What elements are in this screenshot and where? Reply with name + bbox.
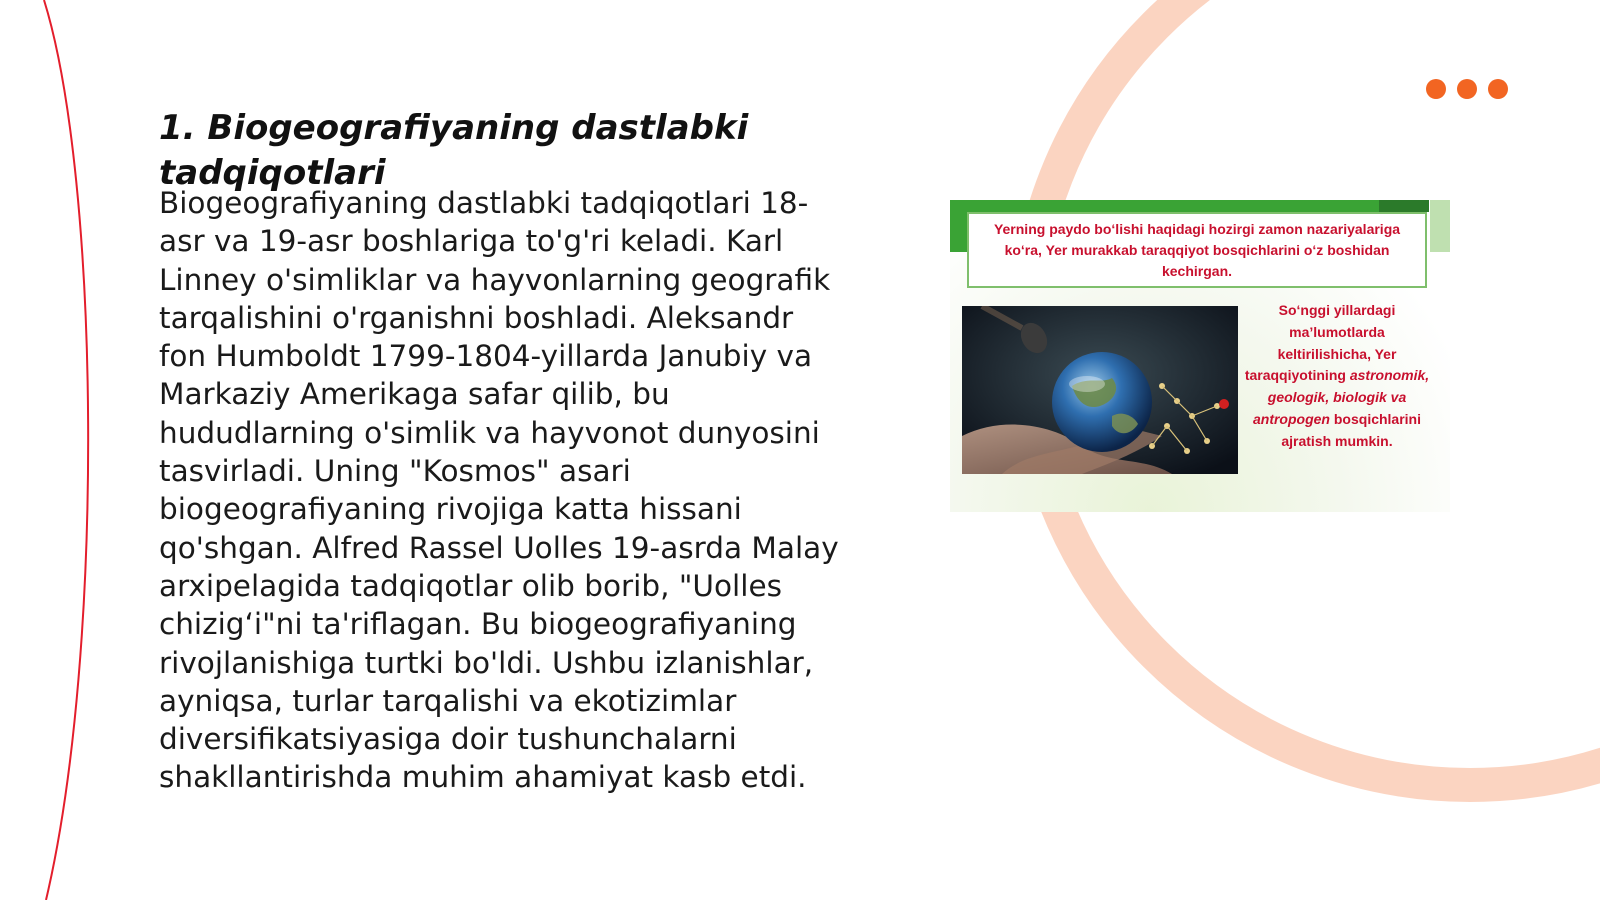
slide-image-header-box xyxy=(967,212,1427,288)
side-text-tail: bosqichlarini ajratish mumkin. xyxy=(1281,410,1421,449)
slide-title: 1. Biogeografiyaning dastlabki tadqiqotlari xyxy=(159,108,749,193)
side-text-lead: So‘nggi yillardagi ma’lumotlarda keltirilishicha, Yer taraqqiyotining xyxy=(1244,302,1397,384)
dot xyxy=(1457,79,1477,99)
earth-in-hand-icon xyxy=(962,306,1238,474)
slide-image-header-text: Yerning paydo bo‘lishi haqidagi hozirgi zamon nazariyalariga ko‘ra, Yer murakkab taraqqiyot bosqichlarini o‘z boshidan kechirgan. xyxy=(993,220,1401,279)
side-text-italic: astronomik, geologik, biologik va antropogen xyxy=(1252,367,1430,427)
green-top-bar-dark xyxy=(1379,200,1429,212)
green-left-tab xyxy=(950,200,968,252)
slide-image-side-text xyxy=(1242,300,1432,453)
embedded-slide-image xyxy=(950,200,1450,512)
slide-menu-dots xyxy=(1426,79,1508,99)
dot xyxy=(1426,79,1446,99)
earth-photo-graphic xyxy=(962,306,1238,474)
slide-body-text: Biogeografiyaning dastlabki tadqiqotlari 18-asr va 19-asr boshlariga to'g'ri keladi. Karl Linney o'simliklar va hayvonlarning geografik tarqalishini o'rganishni boshladi. Aleksandr fon Humboldt 1799-1804-yillarda Janubiy va Markaziy Amerikaga safar qilib, bu hududlarning o'simlik va hayvonot dunyosini tasvirladi. Uning "Kosmos" asari biogeografiyaning rivojiga katta hissani qo'shgan. Alfred Rassel Uolles 19-asrda Malay arxipelagida tadqiqotlar olib borib, "Uolles chizig‘i"ni ta'riflagan. Bu biogeografiyaning rivojlanishiga turtki bo'ldi. Ushbu izlanishlar, ayniqsa, turlar tarqalishi va ekotizimlar diversifikatsiyasiga doir tushunchalarni shakllantirishda muhim ahamiyat kasb etdi. xyxy=(159,186,839,795)
green-top-bar xyxy=(950,200,1390,212)
green-right-tab xyxy=(1430,200,1450,252)
left-curve-line xyxy=(44,0,88,900)
dot xyxy=(1488,79,1508,99)
